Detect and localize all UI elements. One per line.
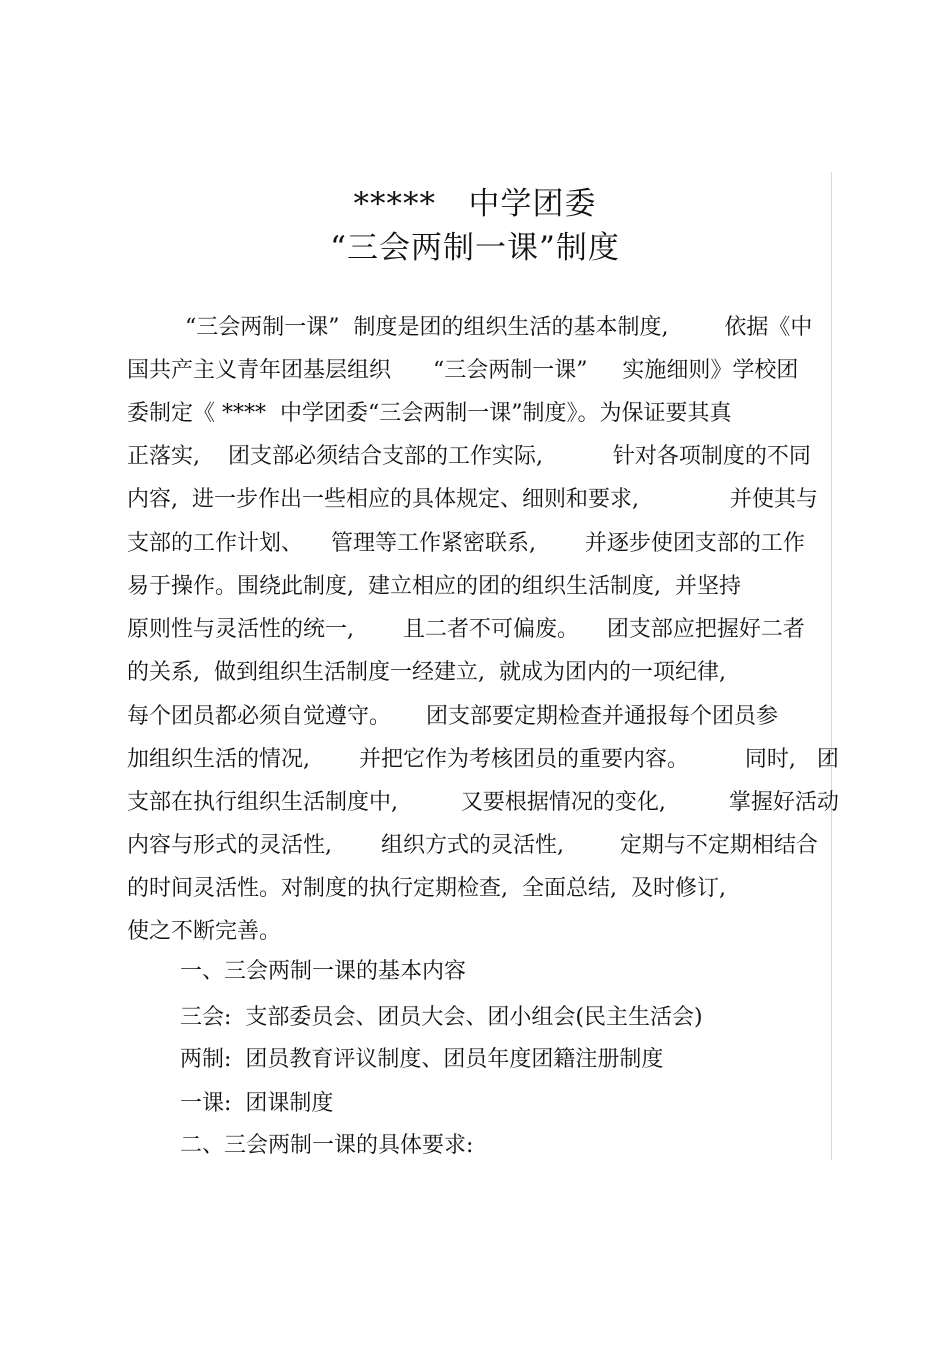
doc-title-line-1: ***** 中学团委 <box>353 186 597 222</box>
paragraph-line: 的时间灵活性。对制度的执行定期检查, 全面总结, 及时修订, <box>127 876 726 901</box>
paragraph-line: 原则性与灵活性的统一, 且二者不可偏废。 团支部应把握好二者 <box>127 617 805 642</box>
section-2-heading: 二、三会两制一课的具体要求: <box>180 1133 474 1158</box>
paragraph-line: 的关系, 做到组织生活制度一经建立, 就成为团内的一项纪律, <box>127 660 726 685</box>
paragraph-line: 内容, 进一步作出一些相应的具体规定、细则和要求, 并使其与 <box>127 487 818 512</box>
paragraph-line: 正落实, 团支部必须结合支部的工作实际, 针对各项制度的不同 <box>127 444 811 469</box>
paragraph-line: 支部的工作计划、 管理等工作紧密联系, 并逐步使团支部的工作 <box>127 531 805 556</box>
doc-title-line-2: “三会两制一课”制度 <box>330 230 620 266</box>
list-item-sanhui: 三会: 支部委员会、团员大会、团小组会(民主生活会) <box>180 1005 703 1030</box>
paragraph-line: 使之不断完善。 <box>127 919 282 944</box>
paragraph-line: 委制定《 **** 中学团委“三会两制一课”制度》。为保证要其真 <box>127 401 732 426</box>
list-item-liangzhi: 两制: 团员教育评议制度、团员年度团籍注册制度 <box>180 1047 664 1072</box>
paragraph-line: 每个团员都必须自觉遵守。 团支部要定期检查并通报每个团员参 <box>127 704 778 729</box>
section-1-heading: 一、三会两制一课的基本内容 <box>180 959 467 984</box>
paragraph-line: 内容与形式的灵活性, 组织方式的灵活性, 定期与不定期相结合 <box>127 833 818 858</box>
paragraph-line: 国共产主义青年团基层组织 “三会两制一课” 实施细则》学校团 <box>127 358 799 383</box>
list-item-yike: 一课: 团课制度 <box>180 1091 334 1116</box>
paragraph-line: 易于操作。围绕此制度, 建立相应的团的组织生活制度, 并坚持 <box>127 574 741 599</box>
paragraph-line: 支部在执行组织生活制度中, 又要根据情况的变化, 掌握好活动 <box>127 790 839 815</box>
page-margin-rule <box>831 172 832 1160</box>
paragraph-line: “三会两制一课” 制度是团的组织生活的基本制度, 依据《中 <box>185 315 813 340</box>
paragraph-line: 加组织生活的情况, 并把它作为考核团员的重要内容。 同时, 团 <box>127 747 839 772</box>
